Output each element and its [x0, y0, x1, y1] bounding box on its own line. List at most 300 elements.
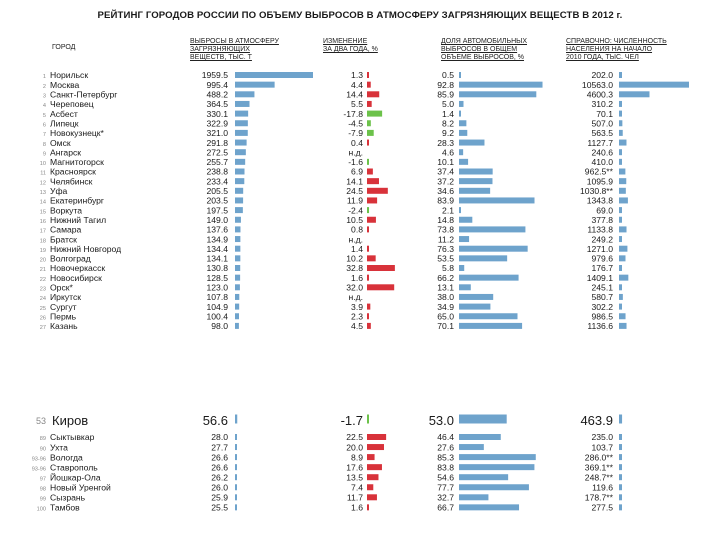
emissions-value-label: 488.2	[206, 89, 228, 100]
change-bar	[367, 454, 375, 460]
emissions-value-label: 149.0	[206, 214, 228, 225]
population-bar	[619, 101, 622, 107]
auto-share-bar	[459, 72, 461, 78]
emissions-bar	[235, 504, 237, 510]
population-value-label: 986.5	[591, 311, 613, 322]
auto-share-bar	[459, 265, 464, 271]
change-value-label: 32.0	[346, 282, 363, 293]
auto-share-bar	[459, 275, 519, 281]
change-bar	[367, 284, 394, 290]
rank-label: 5	[42, 112, 46, 119]
population-value-label: 1030.8**	[580, 186, 613, 196]
city-label: Братск	[50, 234, 77, 245]
change-bar	[367, 304, 370, 310]
population-bar	[619, 246, 627, 252]
population-value-label: 962.5**	[584, 166, 613, 177]
population-bar	[619, 149, 622, 155]
auto-share-value-label: 85.9	[437, 89, 454, 100]
rank-label: 99	[39, 496, 46, 503]
rank-label: 100	[36, 506, 46, 513]
auto-share-bar	[459, 444, 484, 450]
rank-label: 2	[42, 83, 46, 90]
emissions-value-label: 1959.5	[201, 70, 228, 81]
auto-share-bar	[459, 120, 466, 126]
change-value-label: н.д.	[348, 147, 363, 158]
auto-share-value-label: 83.9	[437, 195, 454, 206]
population-value-label: 979.6	[591, 253, 613, 264]
emissions-bar	[235, 111, 248, 117]
population-value-label: 563.5	[591, 128, 613, 139]
change-bar	[367, 265, 395, 271]
change-value-label: 0.4	[351, 137, 363, 148]
auto-share-value-label: 1.4	[442, 108, 454, 119]
emissions-value-label: 238.8	[206, 166, 228, 177]
emissions-bar	[235, 255, 240, 261]
emissions-value-label: 98.0	[211, 321, 228, 332]
city-label: Екатеринбург	[50, 195, 105, 206]
emissions-value-label: 205.5	[206, 186, 228, 196]
change-bar	[367, 130, 374, 136]
population-value-label: 10563.0	[581, 79, 613, 90]
city-label: Новосибирск	[50, 272, 102, 283]
emissions-bar	[235, 494, 237, 500]
change-bar	[367, 111, 382, 117]
city-label: Вологда	[50, 452, 83, 463]
emissions-value-label: 321.0	[206, 128, 228, 139]
rank-label: 90	[39, 446, 46, 453]
rank-label: 12	[39, 180, 46, 187]
emissions-value-label: 322.9	[206, 118, 228, 129]
city-label: Новокузнецк*	[50, 128, 104, 139]
population-bar	[619, 284, 622, 290]
change-bar	[367, 178, 379, 184]
change-bar	[367, 197, 377, 203]
change-bar	[367, 323, 371, 329]
auto-share-value-label: 70.1	[437, 321, 454, 332]
auto-share-value-label: 27.6	[437, 442, 454, 453]
population-value-label: 69.0	[596, 205, 613, 216]
auto-share-bar	[459, 494, 488, 500]
emissions-value-label: 134.9	[206, 234, 228, 245]
rank-label: 53	[35, 416, 46, 426]
emissions-value-label: 26.2	[211, 472, 228, 483]
city-label: Волгоград	[50, 253, 91, 264]
change-bar	[367, 217, 376, 223]
population-value-label: 1095.9	[586, 176, 613, 187]
auto-share-bar	[459, 454, 536, 460]
change-value-label: 32.8	[346, 263, 363, 274]
emissions-value-label: 364.5	[206, 99, 228, 110]
emissions-value-label: 134.4	[206, 243, 228, 254]
auto-share-value-label: 34.9	[437, 301, 454, 312]
change-value-label: -2.4	[348, 205, 363, 216]
emissions-value-label: 203.5	[206, 195, 228, 206]
city-label: Нижний Тагил	[50, 214, 107, 225]
change-bar	[367, 207, 369, 213]
auto-share-value-label: 5.8	[442, 263, 454, 274]
emissions-bar	[235, 101, 250, 107]
auto-share-bar	[459, 82, 543, 88]
emissions-bar	[235, 169, 245, 175]
change-bar	[367, 188, 388, 194]
auto-share-bar	[459, 484, 529, 490]
city-label: Челябинск	[50, 176, 93, 187]
population-bar	[619, 434, 622, 440]
emissions-bar	[235, 304, 239, 310]
emissions-bar	[235, 454, 237, 460]
auto-share-bar	[459, 217, 472, 223]
emissions-value-label: 197.5	[206, 205, 228, 216]
population-value-label: 1271.0	[586, 243, 613, 254]
auto-share-value-label: 66.7	[437, 502, 454, 513]
city-label: Сызрань	[50, 492, 86, 503]
emissions-bar	[235, 484, 237, 490]
change-value-label: -1.6	[348, 157, 363, 168]
change-value-label: н.д.	[348, 234, 363, 245]
emissions-value-label: 25.5	[211, 502, 228, 513]
auto-share-bar	[459, 149, 463, 155]
auto-share-value-label: 4.6	[442, 147, 454, 158]
rank-label: 23	[39, 286, 46, 293]
change-value-label: 11.7	[346, 492, 363, 503]
change-value-label: 10.5	[346, 214, 363, 225]
auto-share-value-label: 32.7	[437, 492, 454, 503]
auto-share-bar	[459, 304, 490, 310]
city-label: Уфа	[50, 186, 68, 196]
population-value-label: 377.8	[591, 214, 613, 225]
change-value-label: 22.5	[346, 432, 363, 443]
emissions-bar	[235, 444, 237, 450]
population-value-label: 235.0	[591, 432, 613, 443]
population-bar	[619, 504, 622, 510]
emissions-bar	[235, 140, 247, 146]
population-bar	[619, 120, 622, 126]
auto-share-bar	[459, 111, 461, 117]
rank-label: 3	[42, 93, 46, 100]
change-value-label: 4.5	[351, 321, 363, 332]
emissions-value-label: 123.0	[206, 282, 228, 293]
population-value-label: 463.9	[580, 413, 613, 428]
header-population: СПРАВОЧНО: ЧИСЛЕННОСТЬ НАСЕЛЕНИЯ НА НАЧАЛО 2010 ГОДА, ТЫС. ЧЕЛ	[566, 38, 667, 61]
emissions-bar	[235, 130, 248, 136]
change-value-label: 13.5	[346, 472, 363, 483]
population-bar	[619, 72, 622, 78]
population-value-label: 176.7	[591, 263, 613, 274]
change-bar	[367, 159, 369, 165]
population-bar	[619, 275, 628, 281]
auto-share-value-label: 76.3	[437, 243, 454, 254]
change-bar	[367, 444, 384, 450]
emissions-bar	[235, 294, 239, 300]
change-bar	[367, 275, 369, 281]
population-value-label: 103.7	[591, 442, 613, 453]
auto-share-value-label: 77.7	[437, 482, 454, 493]
city-label: Москва	[50, 79, 80, 90]
rank-label: 6	[42, 122, 46, 129]
emissions-bar	[235, 188, 243, 194]
city-label: Самара	[50, 224, 82, 235]
emissions-bar	[235, 415, 237, 424]
rank-label: 9	[42, 151, 46, 158]
emissions-bar	[235, 246, 240, 252]
change-bar	[367, 415, 369, 424]
auto-share-bar	[459, 294, 493, 300]
city-label: Череповец	[50, 99, 94, 110]
change-value-label: 4.4	[351, 79, 363, 90]
population-bar	[619, 188, 626, 194]
emissions-bar	[235, 474, 237, 480]
population-bar	[619, 169, 625, 175]
emissions-value-label: 25.9	[211, 492, 228, 503]
emissions-bar	[235, 464, 237, 470]
emissions-value-label: 28.0	[211, 432, 228, 443]
change-value-label: -17.8	[343, 108, 363, 119]
auto-share-bar	[459, 159, 468, 165]
auto-share-value-label: 34.6	[437, 186, 454, 196]
population-bar	[619, 140, 626, 146]
emissions-value-label: 130.8	[206, 263, 228, 274]
population-bar	[619, 484, 622, 490]
city-label: Ангарск	[50, 147, 82, 158]
population-value-label: 1343.8	[586, 195, 613, 206]
change-bar	[367, 140, 369, 146]
emissions-bar	[235, 434, 237, 440]
auto-share-value-label: 2.1	[442, 205, 454, 216]
auto-share-value-label: 73.8	[437, 224, 454, 235]
emissions-value-label: 107.8	[206, 292, 228, 303]
change-value-label: 2.3	[351, 311, 363, 322]
rank-label: 10	[39, 161, 46, 168]
change-bar	[367, 494, 377, 500]
emissions-bar	[235, 120, 248, 126]
population-value-label: 1127.7	[587, 137, 613, 148]
city-label: Тамбов	[50, 502, 80, 513]
population-value-label: 277.5	[591, 502, 613, 513]
change-value-label: 8.9	[351, 452, 363, 463]
change-value-label: 14.1	[346, 176, 363, 187]
rank-label: 97	[39, 476, 46, 483]
emissions-value-label: 995.4	[206, 79, 228, 90]
emissions-bar	[235, 159, 245, 165]
population-bar	[619, 313, 626, 319]
population-value-label: 1409.1	[586, 272, 613, 283]
change-value-label: 20.0	[346, 442, 363, 453]
rank-label: 22	[39, 276, 46, 283]
emissions-bar	[235, 178, 244, 184]
emissions-bar	[235, 313, 239, 319]
change-value-label: 0.8	[351, 224, 363, 235]
emissions-bar	[235, 323, 239, 329]
auto-share-bar	[459, 323, 522, 329]
auto-share-value-label: 13.1	[437, 282, 454, 293]
population-value-label: 245.1	[591, 282, 613, 293]
auto-share-value-label: 10.1	[437, 157, 454, 168]
emissions-value-label: 104.9	[206, 301, 228, 312]
auto-share-bar	[459, 284, 471, 290]
city-label: Новочеркасск	[50, 263, 106, 274]
auto-share-bar	[459, 474, 508, 480]
change-bar	[367, 484, 373, 490]
auto-share-value-label: 66.2	[437, 272, 454, 283]
population-bar	[619, 111, 622, 117]
auto-share-value-label: 53.5	[437, 253, 454, 264]
population-value-label: 4600.3	[586, 89, 613, 100]
emissions-bar	[235, 265, 240, 271]
population-value-label: 249.2	[591, 234, 613, 245]
change-bar	[367, 504, 369, 510]
change-bar	[367, 464, 382, 470]
change-bar	[367, 474, 378, 480]
city-label: Магнитогорск	[50, 157, 104, 168]
auto-share-bar	[459, 207, 461, 213]
auto-share-value-label: 85.3	[437, 452, 454, 463]
emissions-value-label: 26.0	[211, 482, 228, 493]
city-label: Киров	[52, 413, 89, 428]
change-bar	[367, 169, 373, 175]
emissions-bar	[235, 82, 275, 88]
city-label: Асбест	[50, 108, 78, 119]
rank-label: 16	[39, 218, 46, 225]
population-value-label: 1133.8	[587, 224, 613, 235]
population-bar	[619, 464, 622, 470]
change-value-label: 7.4	[351, 482, 363, 493]
rank-label: 7	[42, 132, 46, 139]
auto-share-value-label: 28.3	[437, 137, 454, 148]
auto-share-value-label: 0.5	[442, 70, 454, 81]
emissions-value-label: 26.6	[211, 462, 228, 473]
population-value-label: 178.7**	[584, 492, 613, 503]
auto-share-value-label: 54.6	[437, 472, 454, 483]
rank-label: 25	[39, 305, 46, 312]
auto-share-value-label: 37.2	[437, 176, 454, 187]
rank-label: 27	[39, 325, 46, 332]
population-value-label: 70.1	[596, 108, 613, 119]
rank-label: 17	[39, 228, 46, 235]
auto-share-bar	[459, 236, 469, 242]
auto-share-value-label: 38.0	[437, 292, 454, 303]
rank-label: 13	[39, 190, 46, 196]
population-bar	[619, 494, 622, 500]
population-bar	[619, 236, 622, 242]
population-value-label: 410.0	[591, 157, 613, 168]
emissions-value-label: 100.4	[206, 311, 228, 322]
change-value-label: -4.5	[348, 118, 363, 129]
city-label: Иркутск	[50, 292, 82, 303]
change-bar	[367, 82, 371, 88]
city-label: Красноярск	[50, 166, 96, 177]
auto-share-value-label: 8.2	[442, 118, 454, 129]
emissions-value-label: 26.6	[211, 452, 228, 463]
auto-share-bar	[459, 130, 467, 136]
population-bar	[619, 207, 622, 213]
emissions-value-label: 128.5	[206, 272, 228, 283]
population-value-label: 1136.6	[587, 321, 613, 332]
population-bar	[619, 323, 627, 329]
change-bar	[367, 246, 369, 252]
population-bar	[619, 91, 649, 97]
change-bar	[367, 120, 371, 126]
change-value-label: 1.6	[351, 272, 363, 283]
city-label: Новый Уренгой	[50, 482, 111, 493]
city-label: Норильск	[50, 70, 89, 81]
change-bar	[367, 313, 369, 319]
city-label: Нижний Новгород	[50, 243, 122, 254]
auto-share-value-label: 9.2	[442, 128, 454, 139]
population-bar	[619, 454, 622, 460]
rank-label: 18	[39, 238, 46, 245]
emissions-value-label: 291.8	[206, 137, 228, 148]
emissions-value-label: 134.1	[206, 253, 228, 264]
population-bar	[619, 265, 622, 271]
rank-label: 89	[39, 436, 46, 443]
emissions-bar	[235, 207, 243, 213]
city-label: Воркута	[50, 205, 83, 216]
population-bar	[619, 294, 623, 300]
population-bar	[619, 474, 622, 480]
change-bar	[367, 434, 386, 440]
city-label: Сургут	[50, 301, 77, 312]
population-value-label: 119.6	[592, 482, 613, 493]
population-value-label: 580.7	[591, 292, 613, 303]
auto-share-value-label: 37.4	[437, 166, 454, 177]
auto-share-value-label: 92.8	[437, 79, 454, 90]
change-value-label: н.д.	[348, 292, 363, 303]
auto-share-bar	[459, 415, 507, 424]
change-value-label: 3.9	[351, 301, 363, 312]
auto-share-bar	[459, 313, 518, 319]
change-bar	[367, 255, 376, 261]
change-value-label: 1.4	[351, 243, 363, 254]
emissions-value-label: 56.6	[202, 413, 228, 428]
header-emissions: ВЫБРОСЫ В АТМОСФЕРУ ЗАГРЯЗНЯЮЩИХ ВЕЩЕСТВ, ТЫС. Т	[190, 38, 279, 61]
change-bar	[367, 101, 372, 107]
auto-share-value-label: 5.0	[442, 99, 454, 110]
city-label: Ставрополь	[50, 462, 98, 473]
change-value-label: 5.5	[351, 99, 363, 110]
rank-label: 21	[39, 267, 46, 274]
rank-label: 11	[40, 170, 46, 177]
change-bar	[367, 226, 369, 232]
emissions-bar	[235, 72, 313, 78]
emissions-value-label: 272.5	[206, 147, 228, 158]
city-label: Липецк	[50, 118, 79, 129]
city-label: Орск*	[50, 282, 73, 293]
city-label: Омск	[50, 137, 71, 148]
population-bar	[619, 444, 622, 450]
population-bar	[619, 415, 622, 424]
rank-label: 15	[39, 209, 46, 216]
rank-label: 24	[39, 296, 46, 303]
auto-share-bar	[459, 188, 490, 194]
header-auto-share: ДОЛЯ АВТОМОБИЛЬНЫХ ВЫБРОСОВ В ОБЩЕМ ОБЪЕМЕ ВЫБРОСОВ, %	[441, 38, 527, 61]
city-label: Пермь	[50, 311, 77, 322]
population-bar	[619, 82, 689, 88]
auto-share-value-label: 46.4	[437, 432, 454, 443]
auto-share-bar	[459, 140, 484, 146]
rank-label: 93-96	[31, 456, 46, 463]
change-value-label: 10.2	[346, 253, 363, 264]
population-value-label: 248.7**	[584, 472, 613, 483]
population-value-label: 240.6	[591, 147, 613, 158]
rank-label: 26	[39, 315, 46, 322]
rank-label: 98	[39, 486, 46, 493]
population-value-label: 507.0	[591, 118, 613, 129]
population-value-label: 302.2	[591, 301, 613, 312]
population-bar	[619, 159, 622, 165]
rank-label: 93-96	[31, 466, 46, 473]
change-bar	[367, 72, 369, 78]
change-value-label: -7.9	[348, 128, 363, 139]
